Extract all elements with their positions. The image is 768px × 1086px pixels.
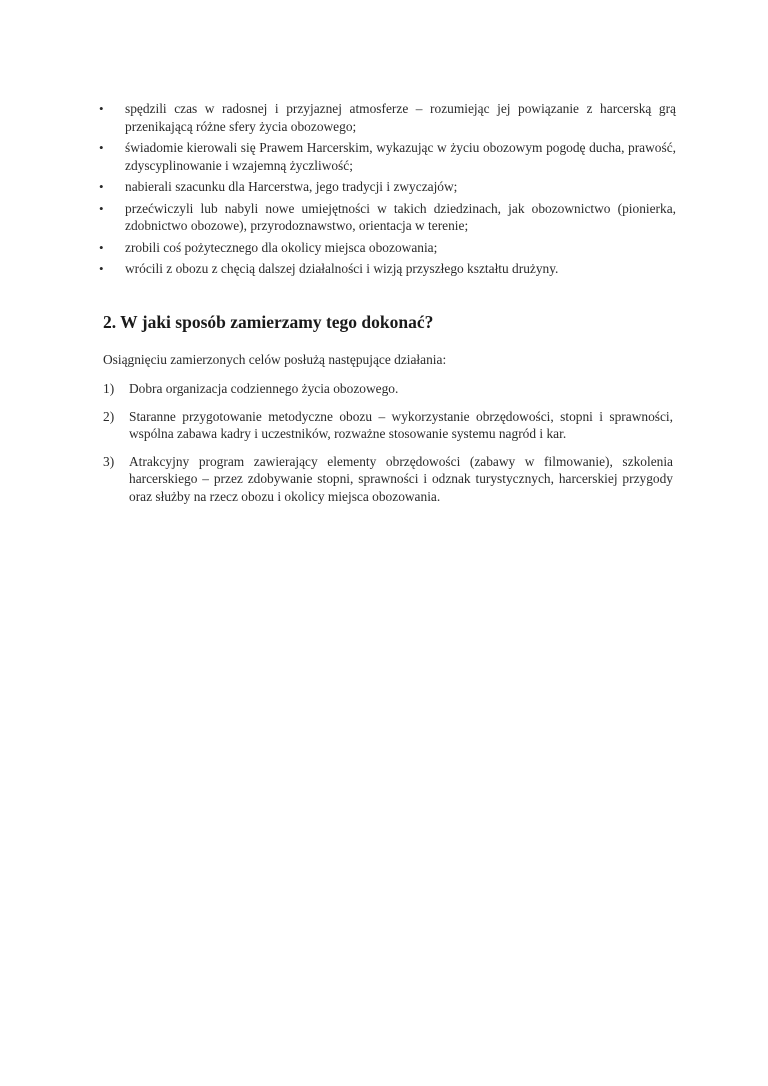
- bullet-marker: •: [99, 200, 104, 216]
- bullet-item: [96, 239, 676, 257]
- bullet-marker: •: [99, 239, 104, 255]
- bullet-text: wrócili z obozu z chęcią dalszej działalności i wizją przyszłego kształtu drużyny.: [125, 261, 559, 276]
- bullet-item: [96, 100, 676, 135]
- item-text: Dobra organizacja codziennego życia obozowego.: [129, 381, 399, 396]
- bullet-item: [96, 178, 676, 196]
- item-text: Atrakcyjny program zawierający elementy obrzędowości (zabawy w filmowanie), szkolenia harcerskiego – przez zdobywanie stopni, sprawności i odznak turystycznych, harcerskiej przygody oraz służby na rzecz obozu i okolicy miejsca obozowania.: [129, 453, 673, 504]
- bullet-item: [96, 260, 676, 278]
- goals-bullet-list: [96, 100, 676, 282]
- bullet-marker: •: [99, 261, 104, 276]
- bullet-marker: •: [99, 140, 104, 155]
- bullet-marker: •: [99, 179, 104, 194]
- item-number: 1): [103, 381, 115, 396]
- item-text: Staranne przygotowanie metodyczne obozu – wykorzystanie obrzędowości, stopni i sprawności, wspólna zabawa kadry i uczestników, rozważne stosowanie systemu nagród i kar.: [129, 408, 673, 441]
- bullet-text: przećwiczyli lub nabyli nowe umiejętności w takich dziedzinach, jak obozownictwo (pionierka, zdobnictwo obozowe), przyrodoznawstwo, orientacja w terenie;: [125, 200, 676, 233]
- bullet-item: [96, 200, 676, 235]
- section-intro: Osiągnięciu zamierzonych celów posłużą następujące działania:: [103, 352, 447, 367]
- numbered-item: [103, 380, 673, 398]
- bullet-marker: •: [99, 101, 104, 116]
- section-heading: 2. W jaki sposób zamierzamy tego dokonać?: [103, 312, 434, 332]
- bullet-text: świadomie kierowali się Prawem Harcerskim, wykazując w życiu obozowym pogodę ducha, prawość, zdyscyplinowanie i wzajemną życzliwość;: [125, 140, 676, 173]
- actions-numbered-list: [103, 380, 673, 515]
- numbered-item: [103, 453, 673, 506]
- item-number: 3): [103, 453, 115, 469]
- numbered-item: [103, 408, 673, 443]
- bullet-item: [96, 139, 676, 174]
- bullet-text: zrobili coś pożytecznego dla okolicy miejsca obozowania;: [125, 239, 438, 255]
- bullet-text: nabierali szacunku dla Harcerstwa, jego tradycji i zwyczajów;: [125, 179, 458, 194]
- bullet-text: spędzili czas w radosnej i przyjaznej atmosferze – rozumiejąc jej powiązanie z harcerską grą przenikającą różne sfery życia obozowego;: [125, 101, 676, 134]
- item-number: 2): [103, 408, 115, 424]
